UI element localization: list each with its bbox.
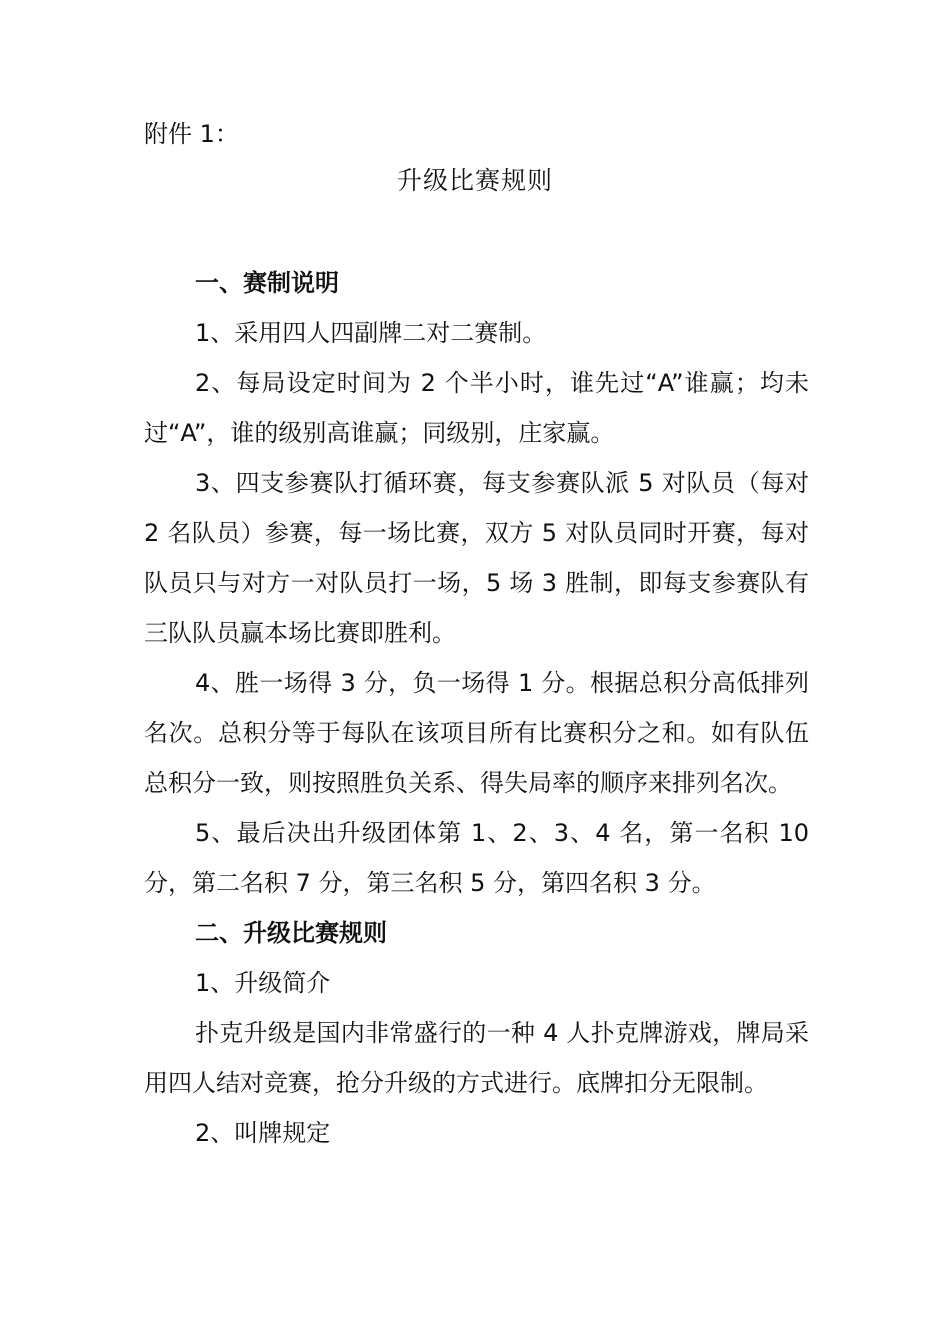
attachment-label: 附件 1： <box>144 120 239 148</box>
document-title: 升级比赛规则 <box>396 166 553 195</box>
section-1-item-3: 3、四支参赛队打循环赛，每支参赛队派 5 对队员（每对 2 名队员）参赛，每一场比赛，双方 5 对队员同时开赛，每对队员只与对方一对队员打一场，5 场 3 胜制，即每支参赛队有三队队员赢本场比赛即胜利。 <box>144 469 809 647</box>
section-2-heading: 二、升级比赛规则 <box>195 919 387 947</box>
section-2-subheading-2: 2、叫牌规定 <box>195 1119 331 1147</box>
section-1-heading: 一、赛制说明 <box>195 269 339 297</box>
section-1-item-5: 5、最后决出升级团体第 1、2、3、4 名，第一名积 10 分，第二名积 7 分，第三名积 5 分，第四名积 3 分。 <box>144 819 809 897</box>
section-2-paragraph-1: 扑克升级是国内非常盛行的一种 4 人扑克牌游戏，牌局采用四人结对竞赛，抢分升级的方式进行。底牌扣分无限制。 <box>144 1019 809 1097</box>
document-body <box>144 258 809 1158</box>
section-1-item-2: 2、每局设定时间为 2 个半小时，谁先过“A”谁赢；均未过“A”，谁的级别高谁赢；同级别，庄家赢。 <box>144 369 809 447</box>
section-2-subheading-1: 1、升级简介 <box>195 969 331 997</box>
section-1-item-1: 1、采用四人四副牌二对二赛制。 <box>195 319 547 347</box>
section-1-item-4: 4、胜一场得 3 分，负一场得 1 分。根据总积分高低排列名次。总积分等于每队在该项目所有比赛积分之和。如有队伍总积分一致，则按照胜负关系、得失局率的顺序来排列名次。 <box>144 669 809 797</box>
